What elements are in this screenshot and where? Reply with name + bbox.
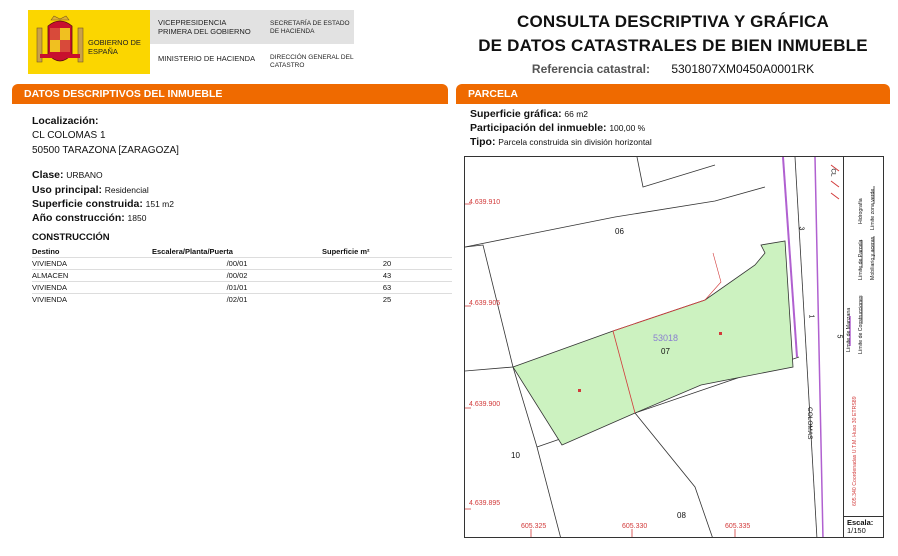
y-coord-label: 4.639.905 — [469, 300, 501, 307]
participacion-value: 100,00 % — [609, 123, 646, 133]
legend-item-mobiliario: Mobiliario y aceras — [870, 236, 876, 280]
col-superficie: Superficie m² — [322, 247, 370, 256]
table-row — [32, 258, 452, 270]
x-coord-label: 605.330 — [622, 523, 648, 530]
parcel-label: 3 — [797, 226, 805, 231]
cell-destino: VIVIENDA — [32, 282, 152, 294]
table-row — [32, 270, 452, 282]
uso-row — [32, 184, 149, 196]
cell-escalera: /00/02 — [152, 270, 322, 282]
construccion-table — [32, 246, 452, 305]
tipo-value: Parcela construida sin división horizontal — [498, 137, 652, 147]
coat-of-arms-icon — [34, 14, 86, 70]
col-destino: Destino — [32, 247, 60, 256]
sup-grafica-value: 66 m2 — [564, 109, 589, 119]
cadastral-reference — [470, 62, 876, 76]
scale-value: 1/150 — [847, 526, 866, 535]
cell-destino: VIVIENDA — [32, 294, 152, 306]
scale-label: Escala: — [847, 518, 874, 527]
map-svg — [465, 157, 884, 538]
tipo-row — [470, 136, 652, 148]
superficie-row — [32, 198, 174, 210]
col-escalera: Escalera/Planta/Puerta — [152, 247, 233, 256]
table-row — [32, 282, 452, 294]
legend-item-manzana: Límite de Manzana — [846, 307, 852, 352]
y-coord-label: 4.639.895 — [469, 500, 501, 507]
clase-value: URBANO — [66, 170, 103, 180]
x-coord-label: 605.335 — [725, 523, 751, 530]
superficie-label: Superficie construida: — [32, 198, 143, 210]
street-short-label: CL — [829, 168, 837, 177]
y-coord-label: 4.639.910 — [469, 199, 501, 206]
participacion-row — [470, 122, 645, 134]
header — [0, 0, 898, 82]
uso-value: Residencial — [104, 185, 149, 195]
superficie-value: 151 m2 — [145, 199, 174, 209]
document-title-line1: CONSULTA DESCRIPTIVA Y GRÁFICA — [516, 12, 830, 31]
anio-label: Año construcción: — [32, 212, 125, 224]
legend-item-construcciones: Límite de Construcciones — [858, 295, 864, 354]
parcel-label: 1 — [807, 314, 815, 319]
parcel-label: 5 — [835, 334, 843, 339]
parcel-label: 10 — [511, 451, 520, 460]
parcel-label: 07 — [661, 347, 670, 356]
loc-label: Localización: — [32, 115, 99, 127]
direccion-catastro-text: DIRECCIÓN GENERAL DEL CATASTRO — [270, 54, 354, 69]
parcel-label: 06 — [615, 227, 624, 236]
scale-box — [843, 516, 884, 538]
map-legend — [843, 156, 884, 516]
cell-destino: ALMACEN — [32, 270, 152, 282]
cell-escalera: /02/01 — [152, 294, 322, 306]
sup-grafica-label: Superficie gráfica: — [470, 108, 562, 120]
cell-superficie: 63 — [322, 282, 452, 294]
section-title-parcela: PARCELA — [468, 88, 518, 100]
uso-label: Uso principal: — [32, 184, 103, 196]
section-header-datos — [12, 84, 448, 104]
secretaria-text: SECRETARÍA DE ESTADO DE HACIENDA — [270, 20, 350, 35]
cell-escalera: /01/01 — [152, 282, 322, 294]
cell-destino: VIVIENDA — [32, 258, 152, 270]
ref-value[interactable]: 5301807XM0450A0001RK — [671, 62, 815, 76]
ministerio-text: MINISTERIO DE HACIENDA — [158, 54, 256, 63]
cadastral-map[interactable] — [464, 156, 884, 538]
anio-row — [32, 212, 146, 224]
sup-grafica-row — [470, 108, 588, 120]
parcel-label: 08 — [677, 511, 686, 520]
parcel-id-label: 53018 — [653, 333, 679, 343]
legend-coords-text: 605.340 Coordenadas U.T.M. Huso 30 ETRS89 — [852, 396, 858, 506]
ref-label: Referencia catastral: — [531, 62, 650, 76]
table-header-row — [32, 246, 452, 258]
vicepresidencia-text: VICEPRESIDENCIA PRIMERA DEL GOBIERNO — [158, 18, 251, 36]
document-title-line2: DE DATOS CATASTRALES DE BIEN INMUEBLE — [478, 36, 868, 55]
cell-superficie: 20 — [322, 258, 452, 270]
construccion-title: CONSTRUCCIÓN — [32, 232, 110, 243]
section-header-parcela — [456, 84, 890, 104]
government-logo-block — [28, 10, 354, 74]
cell-escalera: /00/01 — [152, 258, 322, 270]
legend-item-hidrografia: Hidrografía — [858, 198, 864, 224]
loc-line1: CL COLOMAS 1 — [32, 130, 106, 141]
parcel-polygon — [513, 241, 793, 445]
section-title-datos: DATOS DESCRIPTIVOS DEL INMUEBLE — [24, 88, 223, 100]
participacion-label: Participación del inmueble: — [470, 122, 607, 134]
street-label: COLOMAS — [806, 407, 813, 440]
tipo-label: Tipo: — [470, 136, 496, 148]
cell-superficie: 43 — [322, 270, 452, 282]
legend-item-parcela: Límite de Parcela — [858, 239, 864, 280]
gov-espana-text: GOBIERNO DE ESPAÑA — [88, 38, 141, 56]
clase-row — [32, 169, 103, 181]
anio-value: 1850 — [127, 213, 147, 223]
table-row — [32, 294, 452, 306]
cell-superficie: 25 — [322, 294, 452, 306]
x-coord-label: 605.325 — [521, 523, 547, 530]
loc-line2: 50500 TARAZONA [ZARAGOZA] — [32, 145, 179, 156]
gov-yellow-panel — [28, 10, 150, 74]
y-coord-label: 4.639.900 — [469, 401, 501, 408]
clase-label: Clase: — [32, 169, 64, 181]
legend-item-zona-verde: Límite zona verde — [870, 188, 876, 230]
